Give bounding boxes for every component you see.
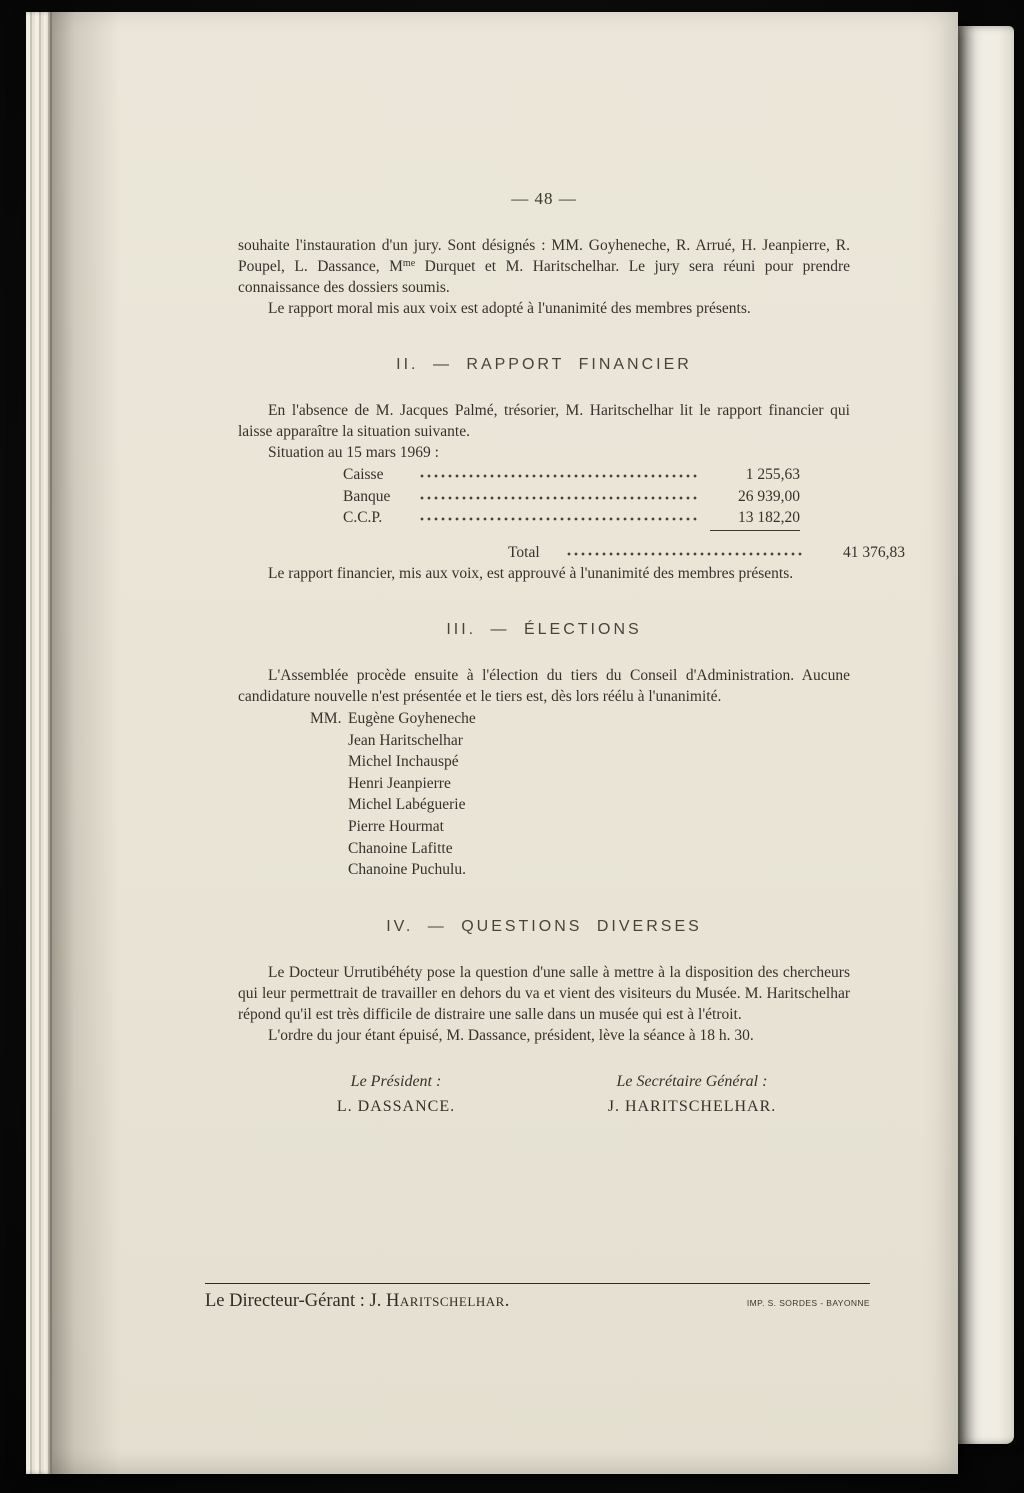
directeur-gerant-name: Haritschelhar. — [385, 1291, 510, 1311]
intro-paragraph-1-text: souhaite l'instauration d'un jury. Sont désignés : MM. Goyheneche, R. Arrué, H. Jeanpierre, R. Poupel, L. Dassance, M — [238, 237, 850, 275]
questions-diverses-block — [238, 962, 850, 1046]
intro-paragraph-1-cont: Durquet et M. Haritschelhar. Le jury sera réuni pour prendre connaissance des dossiers soumis. — [238, 258, 850, 296]
rapport-financier-block — [238, 400, 905, 584]
account-amount: 1 255,63 — [745, 466, 800, 483]
footer-row — [205, 1291, 870, 1312]
list-item: Chanoine Puchulu. — [348, 861, 466, 879]
account-label: Caisse — [343, 466, 384, 483]
printer-imprint: IMP. S. SORDES - BAYONNE — [746, 1298, 870, 1308]
situation-line: Situation au 15 mars 1969 : — [268, 444, 439, 461]
table-row — [343, 507, 800, 531]
dot-leader — [419, 465, 698, 479]
signature-title: Le Secrétaire Général : — [616, 1072, 768, 1090]
dot-leader — [419, 508, 698, 522]
section-heading-questions-diverses: IV. — QUESTIONS DIVERSES — [386, 917, 702, 935]
questions-paragraph-2: L'ordre du jour étant épuisé, M. Dassance, président, lève la séance à 18 h. 30. — [268, 1026, 754, 1044]
list-item: Michel Inchauspé — [348, 753, 459, 771]
signature-name: J. HARITSCHELHAR. — [607, 1097, 777, 1115]
section-heading-elections: III. — ÉLECTIONS — [446, 621, 642, 638]
page-content — [238, 12, 905, 1117]
page-footer — [205, 1283, 870, 1312]
signature-name: L. DASSANCE. — [336, 1097, 456, 1115]
questions-paragraph-1: Le Docteur Urrutibéhéty pose la question d'une salle à mettre à la disposition des chercheurs qui leur permettrait de travailler en dehors du va et vient des visiteurs du Musée. M. Haritschelhar répond qu'il est très difficile de distraire une salle dans un musée qui est à l'étroit. — [238, 963, 850, 1023]
table-row — [343, 464, 800, 486]
account-label: Banque — [343, 487, 391, 505]
page-number: — 48 — — [511, 189, 577, 208]
elections-block — [238, 665, 850, 881]
mme-superscript: me — [402, 258, 416, 269]
book-page — [26, 12, 958, 1474]
list-item: Henri Jeanpierre — [348, 774, 451, 792]
rapport-financier-paragraph-1: En l'absence de M. Jacques Palmé, trésorier, M. Haritschelhar lit le rapport financier qui laisse apparaître la situation suivante. — [238, 402, 850, 440]
directeur-gerant-prefix: Le Directeur-Gérant : J. — [205, 1291, 386, 1311]
member-name: Eugène Goyheneche — [348, 710, 476, 727]
rapport-financier-paragraph-2: Le rapport financier, mis aux voix, est approuvé à l'unanimité des membres présents. — [268, 565, 794, 582]
elected-members-list — [310, 708, 850, 881]
elections-paragraph-1: L'Assemblée procède ensuite à l'élection du tiers du Conseil d'Administration. Aucune candidature nouvelle n'est présentée et le tiers est, dès lors réélu à l'unanimité. — [238, 667, 850, 705]
total-amount: 41 376,83 — [843, 543, 905, 561]
dot-leader — [566, 543, 803, 557]
next-page-edge — [956, 26, 1014, 1444]
signatures-block — [238, 1071, 850, 1117]
account-amount: 13 182,20 — [710, 507, 800, 531]
signature-secretaire-general — [567, 1071, 817, 1117]
names-prefix: MM. — [310, 710, 342, 727]
list-item: Pierre Hourmat — [348, 817, 444, 835]
footer-rule — [205, 1283, 870, 1284]
signature-president — [291, 1071, 501, 1117]
financial-table — [343, 464, 905, 563]
dot-leader — [419, 487, 698, 501]
table-row — [343, 486, 800, 508]
list-item: Michel Labéguerie — [348, 796, 466, 814]
table-total-row — [508, 542, 905, 564]
section-heading-rapport-financier: II. — RAPPORT FINANCIER — [396, 356, 692, 373]
total-label: Total — [508, 543, 540, 561]
account-label: C.C.P. — [343, 509, 383, 526]
intro-paragraph-1 — [238, 235, 850, 298]
list-item — [310, 708, 850, 730]
intro-paragraph-2: Le rapport moral mis aux voix est adopté à l'unanimité des membres présents. — [268, 300, 751, 317]
binding-gutter-shadow — [50, 12, 120, 1474]
directeur-gerant-line — [205, 1291, 510, 1312]
account-amount: 26 939,00 — [738, 487, 800, 505]
list-item: Chanoine Lafitte — [348, 839, 453, 857]
intro-block — [238, 235, 850, 319]
page-edge-stack — [26, 12, 52, 1474]
signature-title: Le Président : — [350, 1072, 442, 1090]
list-item: Jean Haritschelhar — [348, 731, 463, 749]
